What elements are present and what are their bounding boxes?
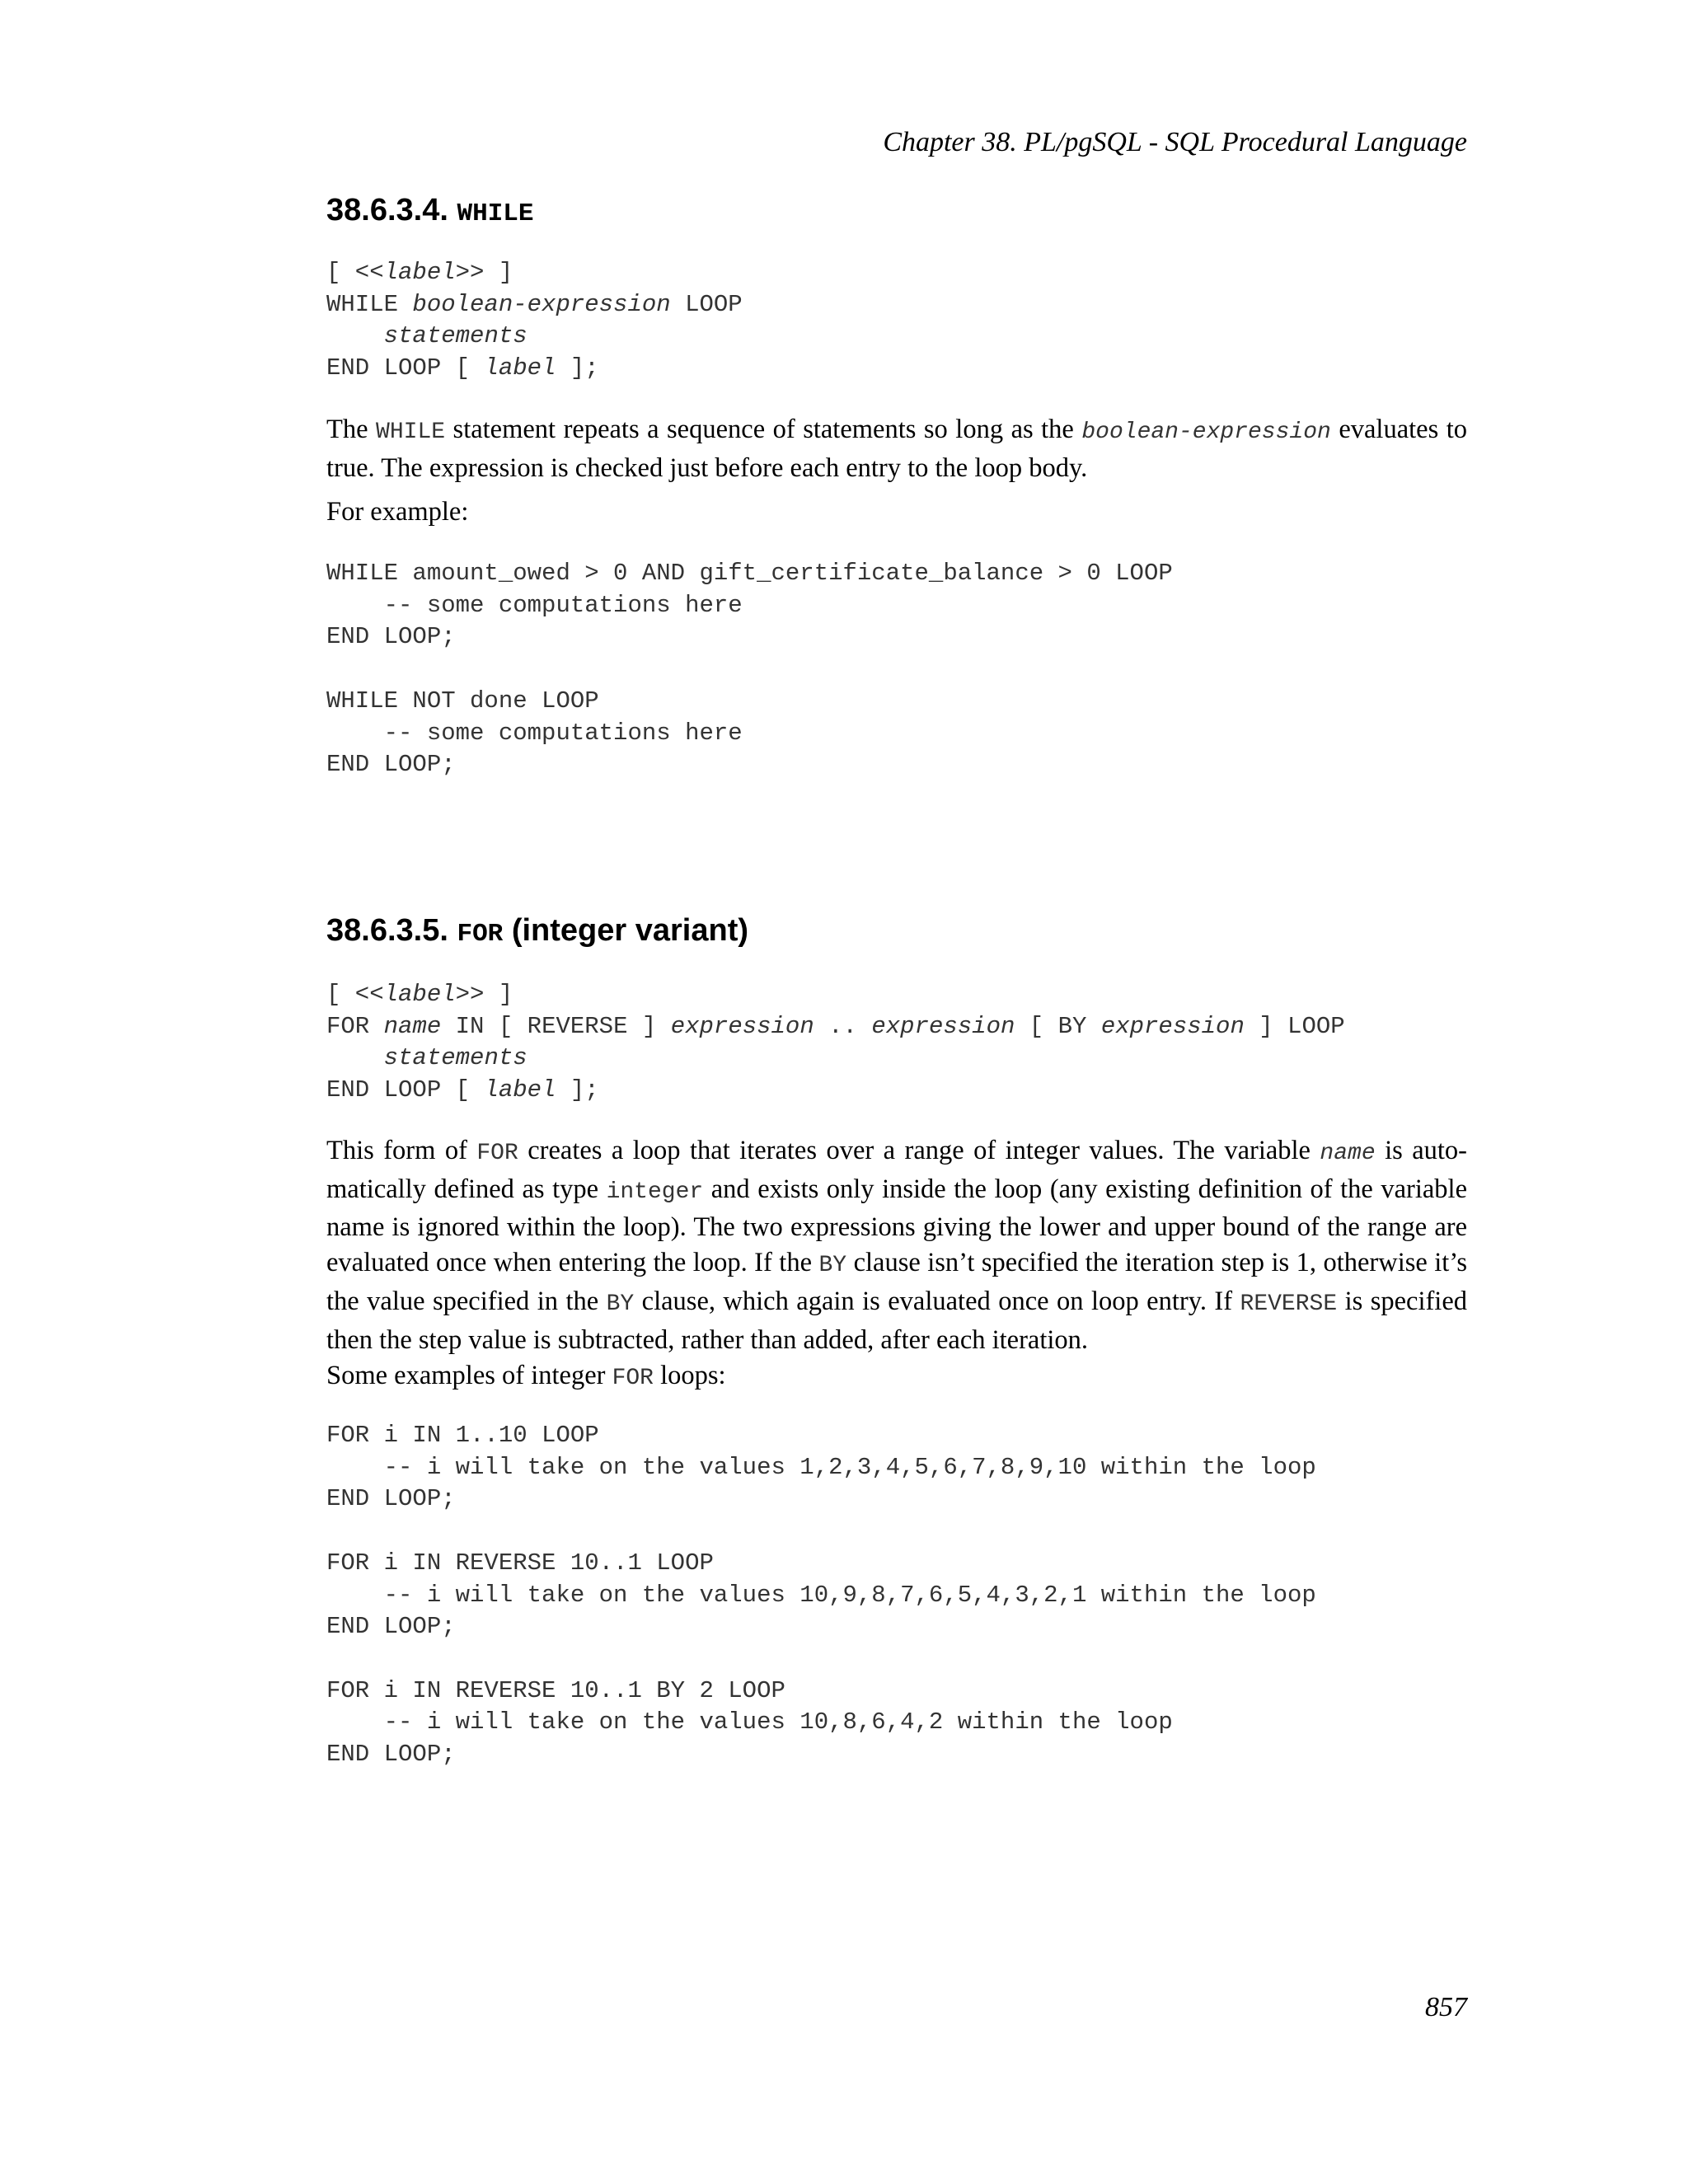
synopsis-param: label xyxy=(383,259,456,286)
section-keyword: WHILE xyxy=(457,199,534,228)
synopsis-param: boolean-expression xyxy=(412,290,671,318)
section-keyword: FOR xyxy=(457,920,504,949)
for-examples-intro: Some examples of integer FOR loops: xyxy=(326,1361,726,1391)
synopsis-param: expression xyxy=(1100,1012,1245,1040)
page-number: 857 xyxy=(1425,1992,1467,2022)
while-description: The WHILE statement repeats a sequence of statements so long as the boolean-expression evaluates to true. The expression is checked just before each entry to the loop body. xyxy=(326,415,1467,483)
running-header: Chapter 38. PL/pgSQL - SQL Procedural Language xyxy=(883,127,1467,157)
synopsis-param: label xyxy=(484,1076,556,1104)
synopsis-param: name xyxy=(383,1012,442,1040)
section-suffix: (integer variant) xyxy=(503,913,749,948)
while-example-code: WHILE amount_owed > 0 AND gift_certificate_balance > 0 LOOP -- some computations here END LOOP; WHILE NOT done LOOP -- some computations here END LOOP; xyxy=(326,560,1173,779)
while-synopsis: [ <<label>> ] WHILE boolean-expression LOOP statements END LOOP [ label ]; xyxy=(326,259,743,382)
synopsis-param: label xyxy=(484,354,556,382)
section-heading-while xyxy=(326,193,533,228)
for-example-code: FOR i IN 1..10 LOOP -- i will take on the values 1,2,3,4,5,6,7,8,9,10 within the loop END LOOP; FOR i IN REVERSE 10..1 LOOP -- i will take on the values 10,9,8,7,6,5,4,3,2,1 within the loop END LOOP; FOR i IN REVERSE 10..1 BY 2 LOOP -- i will take on the values 10,8,6,4,2 within the loop END LOOP; xyxy=(326,1422,1316,1769)
for-description: This form of FOR creates a loop that iterates over a range of integer values. The variable name is auto- matically defined as type integer and exists only inside the loop (any existing definition of the variable name is ignored within the loop). The two expressions giving the lower and upper bound of the range are evaluated once when entering the loop. If the BY clause isn’t specified the iteration step is 1, otherwise it’s the value specified in the BY clause, which again is evaluated once on loop entry. If REVERSE is specified then the step value is subtracted, rather than added, after each iteration. xyxy=(326,1136,1468,1355)
section-number: 38.6.3.4. xyxy=(326,193,448,227)
section-heading-for xyxy=(326,913,748,949)
synopsis-param: statements xyxy=(383,1044,528,1072)
synopsis-param: expression xyxy=(871,1012,1015,1040)
section-number: 38.6.3.5. xyxy=(326,913,448,948)
for-example-label: For example: xyxy=(326,497,469,527)
synopsis-param: statements xyxy=(383,322,528,350)
for-synopsis: [ <<label>> ] FOR name IN [ REVERSE ] expression .. expression [ BY expression ] LOOP statements END LOOP [ label ]; xyxy=(326,981,1345,1104)
synopsis-param: label xyxy=(383,981,456,1008)
synopsis-param: expression xyxy=(670,1012,814,1040)
